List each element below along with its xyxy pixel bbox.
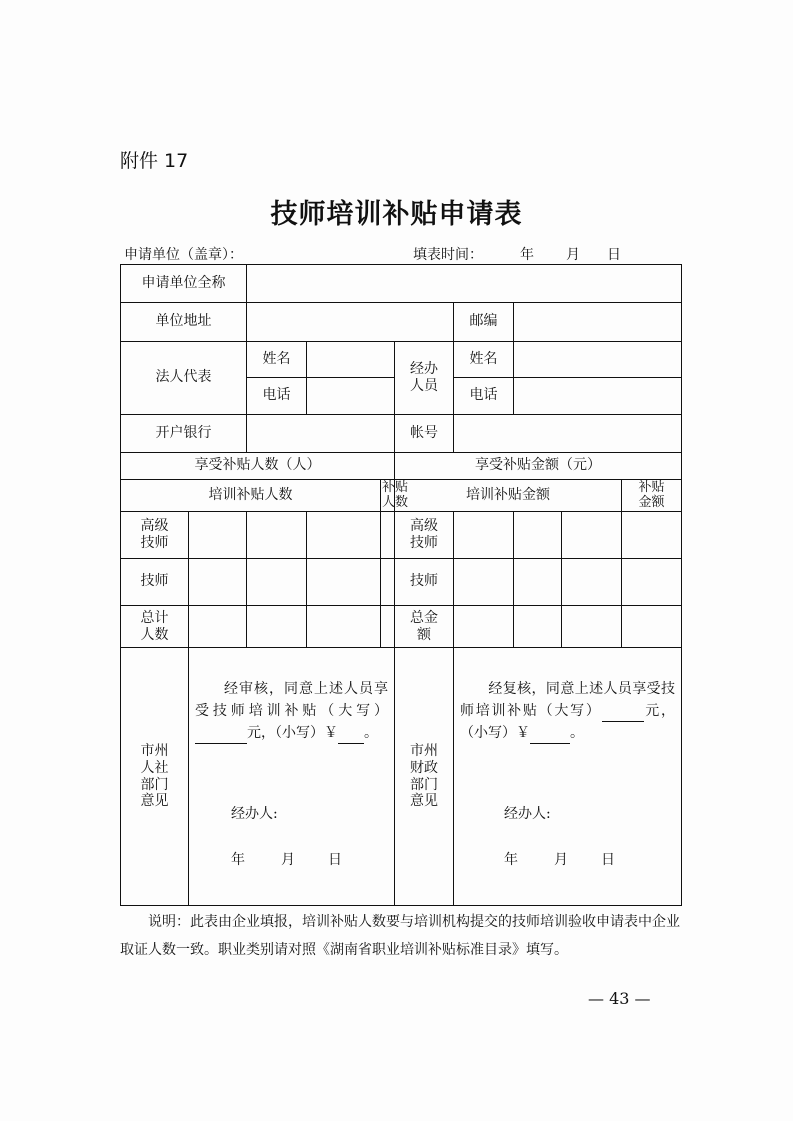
city-hr-dept-text: 市州人社部门意见: [140, 742, 169, 810]
cell[interactable]: [562, 606, 622, 648]
postcode-label: 邮编: [454, 303, 514, 342]
hr-date-month: 月: [281, 852, 295, 868]
cell[interactable]: [307, 606, 381, 648]
subsidy-people-short-header: [381, 480, 408, 512]
cell[interactable]: [514, 512, 562, 559]
total-people-text: 总计人数: [140, 609, 169, 643]
handler-phone-label: 电话: [454, 378, 514, 415]
hr-signer: 经办人:: [231, 806, 278, 822]
page-number: — 43 —: [588, 989, 651, 1008]
form-note: 说明：此表由企业填报，培训补贴人数要与培训机构提交的技师培训验收申请表中企业取证人数一致。职业类别请对照《湖南省职业培训补贴标准目录》填写。: [120, 914, 680, 958]
finance-date-day: 日: [601, 852, 615, 868]
finance-opinion-line3: （小写）￥: [460, 725, 530, 741]
applicant-label: 申请单位（盖章）：: [124, 247, 243, 263]
hr-amount-lowercase-blank[interactable]: [338, 729, 364, 744]
cell[interactable]: [562, 559, 622, 606]
cell[interactable]: [454, 559, 514, 606]
account-label: 帐号: [395, 415, 454, 453]
cell[interactable]: [307, 512, 381, 559]
senior-technician-label-right: [395, 512, 454, 559]
legal-rep-label: 法人代表: [121, 342, 247, 415]
finance-date-month: 月: [554, 852, 568, 868]
attachment-label: 附件 17: [120, 150, 189, 172]
cell[interactable]: [514, 559, 562, 606]
subsidy-people-short-text: 补贴人数: [381, 480, 408, 510]
city-finance-dept-text: 市州财政部门意见: [410, 742, 438, 810]
legal-rep-phone-field[interactable]: [307, 378, 395, 415]
account-field[interactable]: [454, 415, 682, 453]
total-amount-text: 总金额: [410, 609, 438, 643]
handler-text: 经办人员: [410, 361, 438, 394]
cell[interactable]: [189, 512, 247, 559]
finance-opinion-line1: 经复核，同意上述人员享受技师培训补贴（大写）: [460, 681, 676, 719]
cell[interactable]: [247, 606, 307, 648]
subsidy-amount-short-header: [622, 480, 682, 512]
cell[interactable]: [514, 606, 562, 648]
finance-opinion-cell[interactable]: [454, 648, 682, 906]
cell[interactable]: [562, 512, 622, 559]
form-title: 技师培训补贴申请表: [270, 199, 523, 230]
finance-opinion-period: 。: [570, 725, 584, 741]
hr-opinion-period: 。: [364, 725, 378, 741]
cell[interactable]: [622, 606, 682, 648]
legal-rep-name-label: 姓名: [247, 342, 307, 378]
bank-field[interactable]: [247, 415, 395, 453]
cell[interactable]: [381, 559, 395, 606]
handler-name-label: 姓名: [454, 342, 514, 378]
finance-signer: 经办人:: [504, 806, 551, 822]
hr-amount-uppercase-blank[interactable]: [195, 729, 247, 744]
cell[interactable]: [307, 559, 381, 606]
technician-label-left: 技师: [121, 559, 189, 606]
training-people-header: 培训补贴人数: [121, 480, 381, 512]
hr-date-year: 年: [231, 852, 245, 868]
cell[interactable]: [189, 559, 247, 606]
handler-name-field[interactable]: [514, 342, 682, 378]
senior-technician-text-right: 高级技师: [410, 518, 438, 551]
applicant-full-name-label: 申请单位全称: [121, 265, 247, 303]
applicant-full-name-field[interactable]: [247, 265, 682, 303]
hr-date-day: 日: [328, 852, 342, 868]
cell[interactable]: [381, 606, 395, 648]
senior-technician-text-left: 高级技师: [140, 518, 169, 551]
finance-date-year: 年: [504, 852, 518, 868]
handler-label: [395, 342, 454, 415]
finance-opinion-text: [460, 678, 675, 744]
cell[interactable]: [247, 559, 307, 606]
city-finance-dept-label: [395, 648, 454, 906]
finance-amount-uppercase-blank[interactable]: [602, 707, 644, 722]
hr-opinion-cell[interactable]: [189, 648, 395, 906]
legal-rep-phone-label: 电话: [247, 378, 307, 415]
fill-date-day: 日: [607, 247, 621, 263]
cell[interactable]: [454, 606, 514, 648]
legal-rep-name-field[interactable]: [307, 342, 395, 378]
cell[interactable]: [622, 512, 682, 559]
total-people-label: [121, 606, 189, 648]
subsidy-amount-header: 享受补贴金额（元）: [395, 453, 682, 480]
cell[interactable]: [454, 512, 514, 559]
bank-label: 开户银行: [121, 415, 247, 453]
subsidy-people-header: 享受补贴人数（人）: [121, 453, 395, 480]
subsidy-amount-short-text: 补贴金额: [638, 480, 665, 510]
hr-opinion-line1: 经审核，同意上述人员享受技师培训补贴（大写）: [195, 681, 388, 719]
application-form-table: [120, 264, 682, 906]
cell[interactable]: [381, 512, 395, 559]
address-label: 单位地址: [121, 303, 247, 342]
hr-opinion-line2: 元，（小写）￥: [247, 725, 338, 741]
address-field[interactable]: [247, 303, 454, 342]
fill-date-month: 月: [566, 247, 580, 263]
handler-phone-field[interactable]: [514, 378, 682, 415]
total-amount-label: [395, 606, 454, 648]
training-amount-header: 培训补贴金额: [395, 480, 622, 512]
cell[interactable]: [247, 512, 307, 559]
cell[interactable]: [622, 559, 682, 606]
finance-amount-lowercase-blank[interactable]: [530, 729, 570, 744]
hr-opinion-text: [195, 678, 388, 744]
fill-date-label: 填表时间：: [413, 247, 483, 263]
technician-label-right: 技师: [395, 559, 454, 606]
senior-technician-label-left: [121, 512, 189, 559]
city-hr-dept-label: [121, 648, 189, 906]
fill-date-year: 年: [520, 247, 534, 263]
postcode-field[interactable]: [514, 303, 682, 342]
cell[interactable]: [189, 606, 247, 648]
finance-opinion-line2: 元，: [643, 703, 676, 719]
